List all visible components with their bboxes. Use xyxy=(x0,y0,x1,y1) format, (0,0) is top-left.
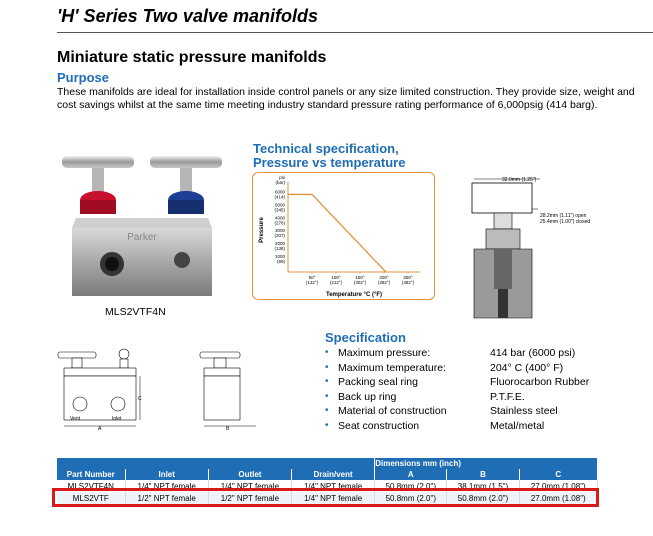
x-tick-label: (122°) xyxy=(305,280,319,285)
y-tick-label: (69) xyxy=(276,259,285,265)
title-divider xyxy=(57,32,653,33)
bullet-icon: • xyxy=(325,419,329,431)
y-unit-label: (bar) xyxy=(275,180,285,185)
table-cell: 1/4" NPT female xyxy=(292,492,375,504)
y-tick-label: 2000 xyxy=(274,241,285,247)
table-cell: MLS2VTF xyxy=(57,492,125,504)
front-dimension-drawing xyxy=(54,346,146,430)
table-cell: 50.8mm (2.0") xyxy=(375,480,447,492)
bullet-icon: • xyxy=(325,361,329,373)
table-cell: 1/4" NPT female xyxy=(292,480,375,492)
column-header: A xyxy=(375,469,447,480)
y-tick-label: (414) xyxy=(274,194,285,200)
table-cell: 27.0mm (1.08") xyxy=(519,492,597,504)
y-tick-label: 6000 xyxy=(274,189,285,195)
spec-label: Packing seal ring xyxy=(338,376,418,389)
purpose-text: These manifolds are ideal for installation inside control panels or any size limited construction. They provide size, weight and cost savings whilst at the same time meeting industry standard pressure rating performance of 6,000psig (414 barg). xyxy=(57,86,635,111)
inlet-label: Inlet xyxy=(112,416,122,422)
spec-label: Seat construction xyxy=(338,419,420,432)
column-header: Inlet xyxy=(125,469,208,480)
y-tick-label: (345) xyxy=(274,207,285,213)
spec-label: Back up ring xyxy=(338,390,397,403)
purpose-heading: Purpose xyxy=(57,70,110,85)
table-cell: 1/2" NPT female xyxy=(208,492,291,504)
chart-heading-line2: Pressure vs temperature xyxy=(253,155,406,170)
row-highlight-box xyxy=(52,488,599,507)
bullet-icon: • xyxy=(325,390,329,402)
dim-a-label: A xyxy=(98,426,102,432)
spec-label: Material of construction xyxy=(338,405,447,418)
y-tick-label: (207) xyxy=(274,233,285,239)
x-tick-label: 100° xyxy=(331,275,341,280)
table-cell: MLS2VTF4N xyxy=(57,480,125,492)
cross-section-drawing xyxy=(464,173,591,318)
dim-top-label: 32.0mm (1.25") xyxy=(502,177,537,183)
pressure-temperature-chart xyxy=(252,172,435,300)
x-axis-label: Temperature °C (°F) xyxy=(325,292,383,298)
spec-value: Stainless steel xyxy=(490,405,558,418)
table-header-blank xyxy=(57,458,375,469)
bullet-icon: • xyxy=(325,376,329,388)
spec-label: Maximum pressure: xyxy=(338,347,431,359)
table-cell: 50.8mm (2.0") xyxy=(447,492,519,504)
table-cell: 38.1mm (1.5") xyxy=(447,480,519,492)
column-header: Part Number xyxy=(57,469,125,480)
photo-caption: MLS2VTF4N xyxy=(105,306,166,318)
x-tick-label: (302°) xyxy=(353,280,367,285)
spec-item xyxy=(325,420,635,435)
table-cell: 27.0mm (1.08") xyxy=(519,480,597,492)
photo-brand-text: Parker xyxy=(127,232,157,243)
chart-heading-line1: Technical specification, xyxy=(253,141,399,156)
table-cell: 1/4" NPT female xyxy=(208,480,291,492)
table-cell: 1/2" NPT female xyxy=(125,492,208,504)
spec-value: Fluorocarbon Rubber xyxy=(490,376,590,389)
bullet-icon: • xyxy=(325,405,329,417)
dim-open-label: 28.2mm (1.11") open xyxy=(540,213,587,219)
column-header: C xyxy=(519,469,597,480)
table-group-header-row xyxy=(57,458,598,469)
column-header: Drain/vent xyxy=(292,469,375,480)
dim-b-label: B xyxy=(226,426,230,432)
manifold-photo xyxy=(62,148,222,298)
spec-item xyxy=(325,405,635,420)
section-title: Miniature static pressure manifolds xyxy=(57,49,327,66)
y-tick-label: 4000 xyxy=(274,215,285,221)
spec-value: Metal/metal xyxy=(490,419,545,432)
x-tick-label: 150° xyxy=(355,275,365,280)
spec-value: 204° C (400° F) xyxy=(490,361,564,374)
chart-svg xyxy=(252,172,435,300)
table-cell: 50.8mm (2.0") xyxy=(375,492,447,504)
y-unit-label: psi xyxy=(279,175,285,180)
dim-closed-label: 25.4mm (1.00") closed xyxy=(540,219,591,225)
spec-item xyxy=(325,362,635,377)
table-header-row xyxy=(57,469,598,480)
series-title: 'H' Series Two valve manifolds xyxy=(57,6,318,26)
spec-label: Maximum temperature: xyxy=(338,361,446,374)
side-dimension-drawing xyxy=(196,346,268,430)
spec-value: P.T.F.E. xyxy=(490,390,525,403)
x-tick-label: 50° xyxy=(308,275,316,280)
y-axis-label: Pressure xyxy=(259,217,265,243)
spec-item xyxy=(325,347,635,362)
table-cell: 1/4" NPT female xyxy=(125,480,208,492)
y-tick-label: (138) xyxy=(274,246,285,252)
y-tick-label: 1000 xyxy=(274,254,285,260)
bullet-icon: • xyxy=(325,347,329,358)
column-header: Outlet xyxy=(208,469,291,480)
spec-item xyxy=(325,391,635,406)
x-tick-label: 250° xyxy=(403,275,413,280)
x-tick-label: (212°) xyxy=(329,280,343,285)
spec-list xyxy=(325,347,635,435)
column-header: B xyxy=(447,469,519,480)
y-tick-label: 3000 xyxy=(274,228,285,234)
spec-item xyxy=(325,376,635,391)
table-group-header: Dimensions mm (inch) xyxy=(375,458,598,469)
y-tick-label: (276) xyxy=(274,220,285,226)
dim-c-label: C xyxy=(138,396,142,402)
x-tick-label: (392°) xyxy=(377,280,391,285)
x-tick-label: 200° xyxy=(379,275,389,280)
spec-heading: Specification xyxy=(325,330,406,345)
vent-label: Vent xyxy=(70,416,81,422)
x-tick-label: (482°) xyxy=(401,280,415,285)
y-tick-label: 5000 xyxy=(274,202,285,208)
chart-heading xyxy=(253,142,405,170)
spec-value: 414 bar (6000 psi) xyxy=(490,347,576,359)
series-line xyxy=(288,194,386,272)
